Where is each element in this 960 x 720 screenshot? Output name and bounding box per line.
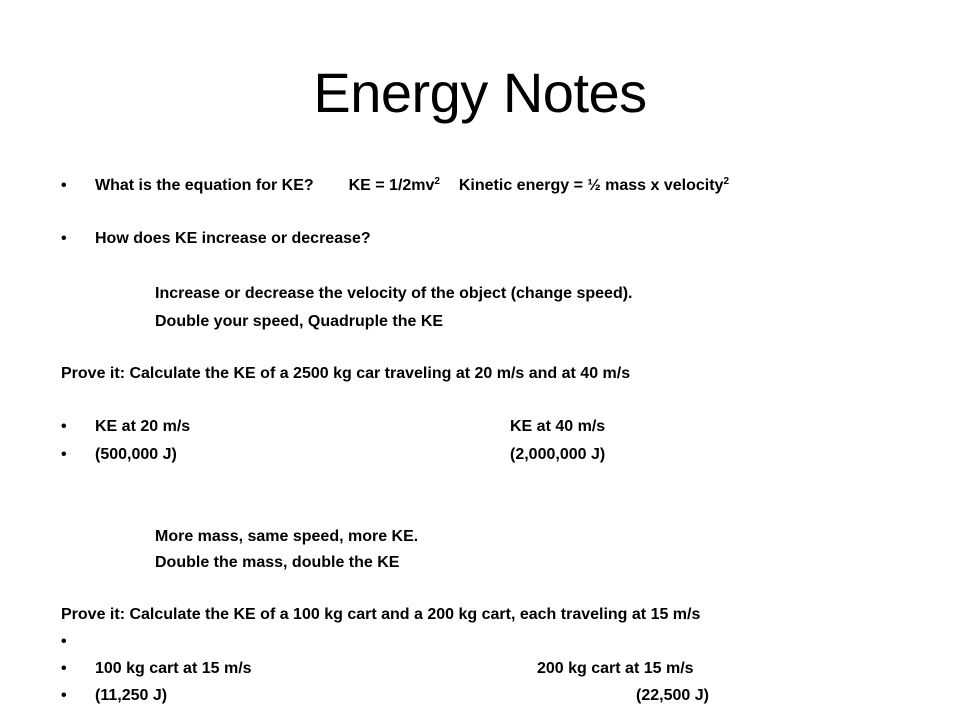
equation-words: Kinetic energy = ½ mass x velocity$^2$ — [458, 176, 730, 194]
cart-200-label: 200 kg cart at 15 m/s — [537, 660, 694, 677]
bullet: • — [61, 177, 67, 194]
bullet: • — [61, 633, 67, 650]
exponent: 2 — [723, 176, 730, 187]
ke-40-value: (2,000,000 J) — [510, 446, 606, 463]
bullet: • — [61, 660, 67, 677]
ke-40-label: KE at 40 m/s — [510, 418, 606, 435]
ke-20-label: KE at 20 m/s — [95, 418, 191, 435]
cart-100-value: (11,250 J) — [95, 687, 168, 704]
exponent: 2 — [434, 176, 440, 187]
bullet: • — [61, 687, 67, 704]
equation-formula: KE = $1/2mv^2$ — [348, 176, 440, 194]
equation-question — [95, 176, 729, 196]
bullet: • — [61, 446, 67, 463]
ke-20-value: (500,000 J) — [95, 446, 177, 463]
page-title: Energy Notes — [313, 61, 647, 124]
bullet: • — [61, 418, 67, 435]
bullet: • — [61, 230, 67, 247]
change-question: How does KE increase or decrease? — [95, 230, 371, 247]
cart-100-label: 100 kg cart at 15 m/s — [95, 660, 252, 677]
equation-question-text: What is the equation for KE? — [95, 177, 314, 194]
cart-200-value: (22,500 J) — [636, 687, 709, 704]
